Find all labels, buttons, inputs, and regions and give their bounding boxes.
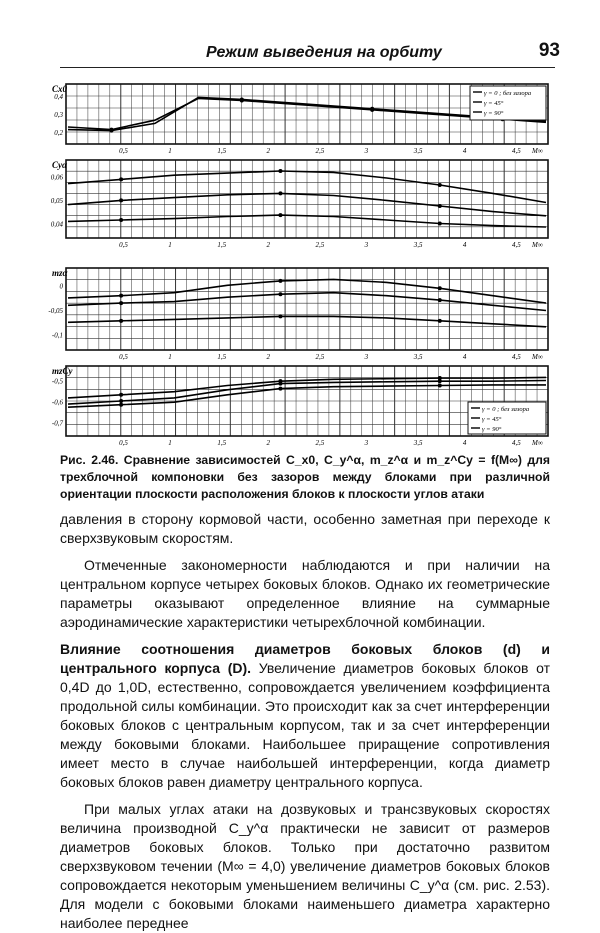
y-tick-label: -0,6 <box>51 398 63 407</box>
x-tick-label: 2 <box>266 439 270 447</box>
running-header <box>60 40 560 66</box>
data-point <box>438 222 442 226</box>
x-tick-label: 1,5 <box>217 353 227 361</box>
legend-item: γ = 90° <box>484 110 504 117</box>
y-axis-label: mzα <box>52 268 68 278</box>
data-point <box>438 204 442 208</box>
header-rule <box>60 67 555 68</box>
y-tick-label: 0,4 <box>54 93 63 101</box>
data-point <box>278 279 282 283</box>
y-tick-label: -0,5 <box>51 377 63 386</box>
data-point <box>119 218 123 222</box>
y-tick-label: 0,05 <box>50 196 63 205</box>
paragraph-3 <box>60 640 550 792</box>
data-point <box>119 319 123 323</box>
data-point <box>278 382 282 386</box>
x-tick-label: 1,5 <box>217 241 227 249</box>
data-point <box>119 301 123 305</box>
data-point <box>240 97 244 101</box>
paragraph-2: Отмеченные закономерности наблюдаются и при наличии на центральном корпусе четырех боковых блоков. Однако их геометрические параметры оказывают определенное влияние на суммарные аэродинамические характеристики четырехблочной комбинации. <box>60 557 550 630</box>
x-tick-label: 3 <box>364 147 369 155</box>
data-point <box>438 183 442 187</box>
data-point <box>278 213 282 217</box>
caption-text: Сравнение зависимостей C_x0, C_y^α, m_z^α и m_z^Cy = f(M∞) для трехблочной компоновки без зазоров между блоками при различной ориентации плоскости расположения блоков к плоскости углов атаки <box>60 453 550 501</box>
x-tick-label: 4 <box>462 241 467 249</box>
running-title: Режим выведения на орбиту <box>206 44 442 61</box>
x-tick-label: 4,5 <box>512 439 521 447</box>
x-tick-label: 1 <box>168 241 172 249</box>
y-tick-label: 0,3 <box>54 111 63 119</box>
x-tick-label: 2 <box>266 353 270 361</box>
data-point <box>438 286 442 290</box>
page-number: 93 <box>538 40 560 61</box>
y-tick-label: -0,7 <box>51 419 63 428</box>
x-tick-label: 4,5 <box>512 147 521 155</box>
data-point <box>119 177 123 181</box>
data-point <box>278 387 282 391</box>
data-point <box>370 107 374 111</box>
y-tick-label: 0,2 <box>54 129 63 137</box>
x-tick-label: 1 <box>168 353 172 361</box>
caption-label: Рис. 2.46. <box>60 453 119 467</box>
y-tick-label: -0,05 <box>48 307 63 316</box>
x-tick-label: 1,5 <box>217 439 227 447</box>
data-point <box>278 314 282 318</box>
x-axis-label: M∞ <box>532 439 543 447</box>
x-tick-label: 2,5 <box>315 241 325 249</box>
data-point <box>278 292 282 296</box>
x-tick-label: 2 <box>266 241 270 249</box>
x-tick-label: 1 <box>168 147 172 155</box>
x-tick-label: 3 <box>364 241 369 249</box>
x-tick-label: 4,5 <box>512 353 521 361</box>
x-tick-label: 4 <box>462 147 467 155</box>
data-point <box>119 393 123 397</box>
legend-item: γ = 90° <box>482 426 502 433</box>
x-tick-label: 3,5 <box>413 439 423 447</box>
data-point <box>438 384 442 388</box>
x-axis-label: M∞ <box>532 353 543 361</box>
figure-panels <box>48 84 548 447</box>
data-point <box>438 298 442 302</box>
x-axis-label: M∞ <box>532 147 543 155</box>
y-tick-label: 0,06 <box>50 173 63 182</box>
data-point <box>278 191 282 195</box>
x-tick-label: 4 <box>462 353 467 361</box>
x-tick-label: 3,5 <box>413 353 423 361</box>
data-point <box>119 399 123 403</box>
data-point <box>438 379 442 383</box>
data-point <box>278 169 282 173</box>
data-point <box>109 129 113 133</box>
y-axis-label: Cyα <box>52 160 67 170</box>
x-tick-label: 4 <box>462 439 467 447</box>
x-tick-label: 0,5 <box>119 439 128 447</box>
legend-item: γ = 0 ; без зазора <box>482 406 530 413</box>
data-point <box>119 403 123 407</box>
y-tick-label: 0,04 <box>50 220 63 229</box>
figure-caption <box>60 452 550 503</box>
y-axis-label: Cx0 <box>52 84 68 94</box>
y-axis-label: mzCy <box>52 366 73 376</box>
x-axis-label: M∞ <box>532 241 543 249</box>
paragraph-1: давления в сторону кормовой части, особенно заметная при переходе к сверхзвуковым скоростям. <box>60 511 550 546</box>
x-tick-label: 0,5 <box>119 241 128 249</box>
paragraph-4: При малых углах атаки на дозвуковых и трансзвуковых скоростях величина производной C_y^α практически не зависит от размеров диаметров боковых блоков. Только при достаточно развитом сверхзвуковом течении (M∞ = 4,0) увеличение диаметров боковых блоков сопровождается некоторым уменьшением величины C_y^α (см. рис. 2.53). Для модели с боковыми блоками наименьшего диаметра характерно наиболее переднее <box>60 801 550 931</box>
data-point <box>438 319 442 323</box>
x-tick-label: 1 <box>168 439 172 447</box>
data-point <box>119 294 123 298</box>
x-tick-label: 2,5 <box>315 353 325 361</box>
legend-item: γ = 0 ; без зазора <box>484 90 532 97</box>
x-tick-label: 2,5 <box>315 147 325 155</box>
x-tick-label: 2 <box>266 147 270 155</box>
body-text <box>60 510 550 933</box>
x-tick-label: 3,5 <box>413 147 423 155</box>
x-tick-label: 3,5 <box>413 241 423 249</box>
x-tick-label: 4,5 <box>512 241 521 249</box>
figure-2-46 <box>0 70 600 450</box>
data-point <box>119 198 123 202</box>
x-tick-label: 1,5 <box>217 147 227 155</box>
paragraph-3-text: Увеличение диаметров боковых блоков от 0,4D до 1,0D, естественно, сопровождается увеличением коэффициента продольной силы комбинации. Это происходит как за счет интерференции боковых блоков с центральным корпусом, так и за счет интерференции между боковыми блоками. Наибольшее приращение сопротивления имеет место в случае наибольшей интерференции, когда диаметр боковых блоков равен диаметру центрального корпуса. <box>60 660 551 790</box>
y-tick-label: -0,1 <box>51 331 63 340</box>
legend-item: γ = 45° <box>482 416 502 423</box>
y-tick-label: 0 <box>59 282 63 291</box>
legend-item: γ = 45° <box>484 100 504 107</box>
x-tick-label: 2,5 <box>315 439 325 447</box>
x-tick-label: 0,5 <box>119 147 128 155</box>
x-tick-label: 3 <box>364 353 369 361</box>
x-tick-label: 3 <box>364 439 369 447</box>
x-tick-label: 0,5 <box>119 353 128 361</box>
section-heading: Влияние соотношения диаметров боковых блоков (d) и центрального корпуса (D). <box>60 641 550 676</box>
